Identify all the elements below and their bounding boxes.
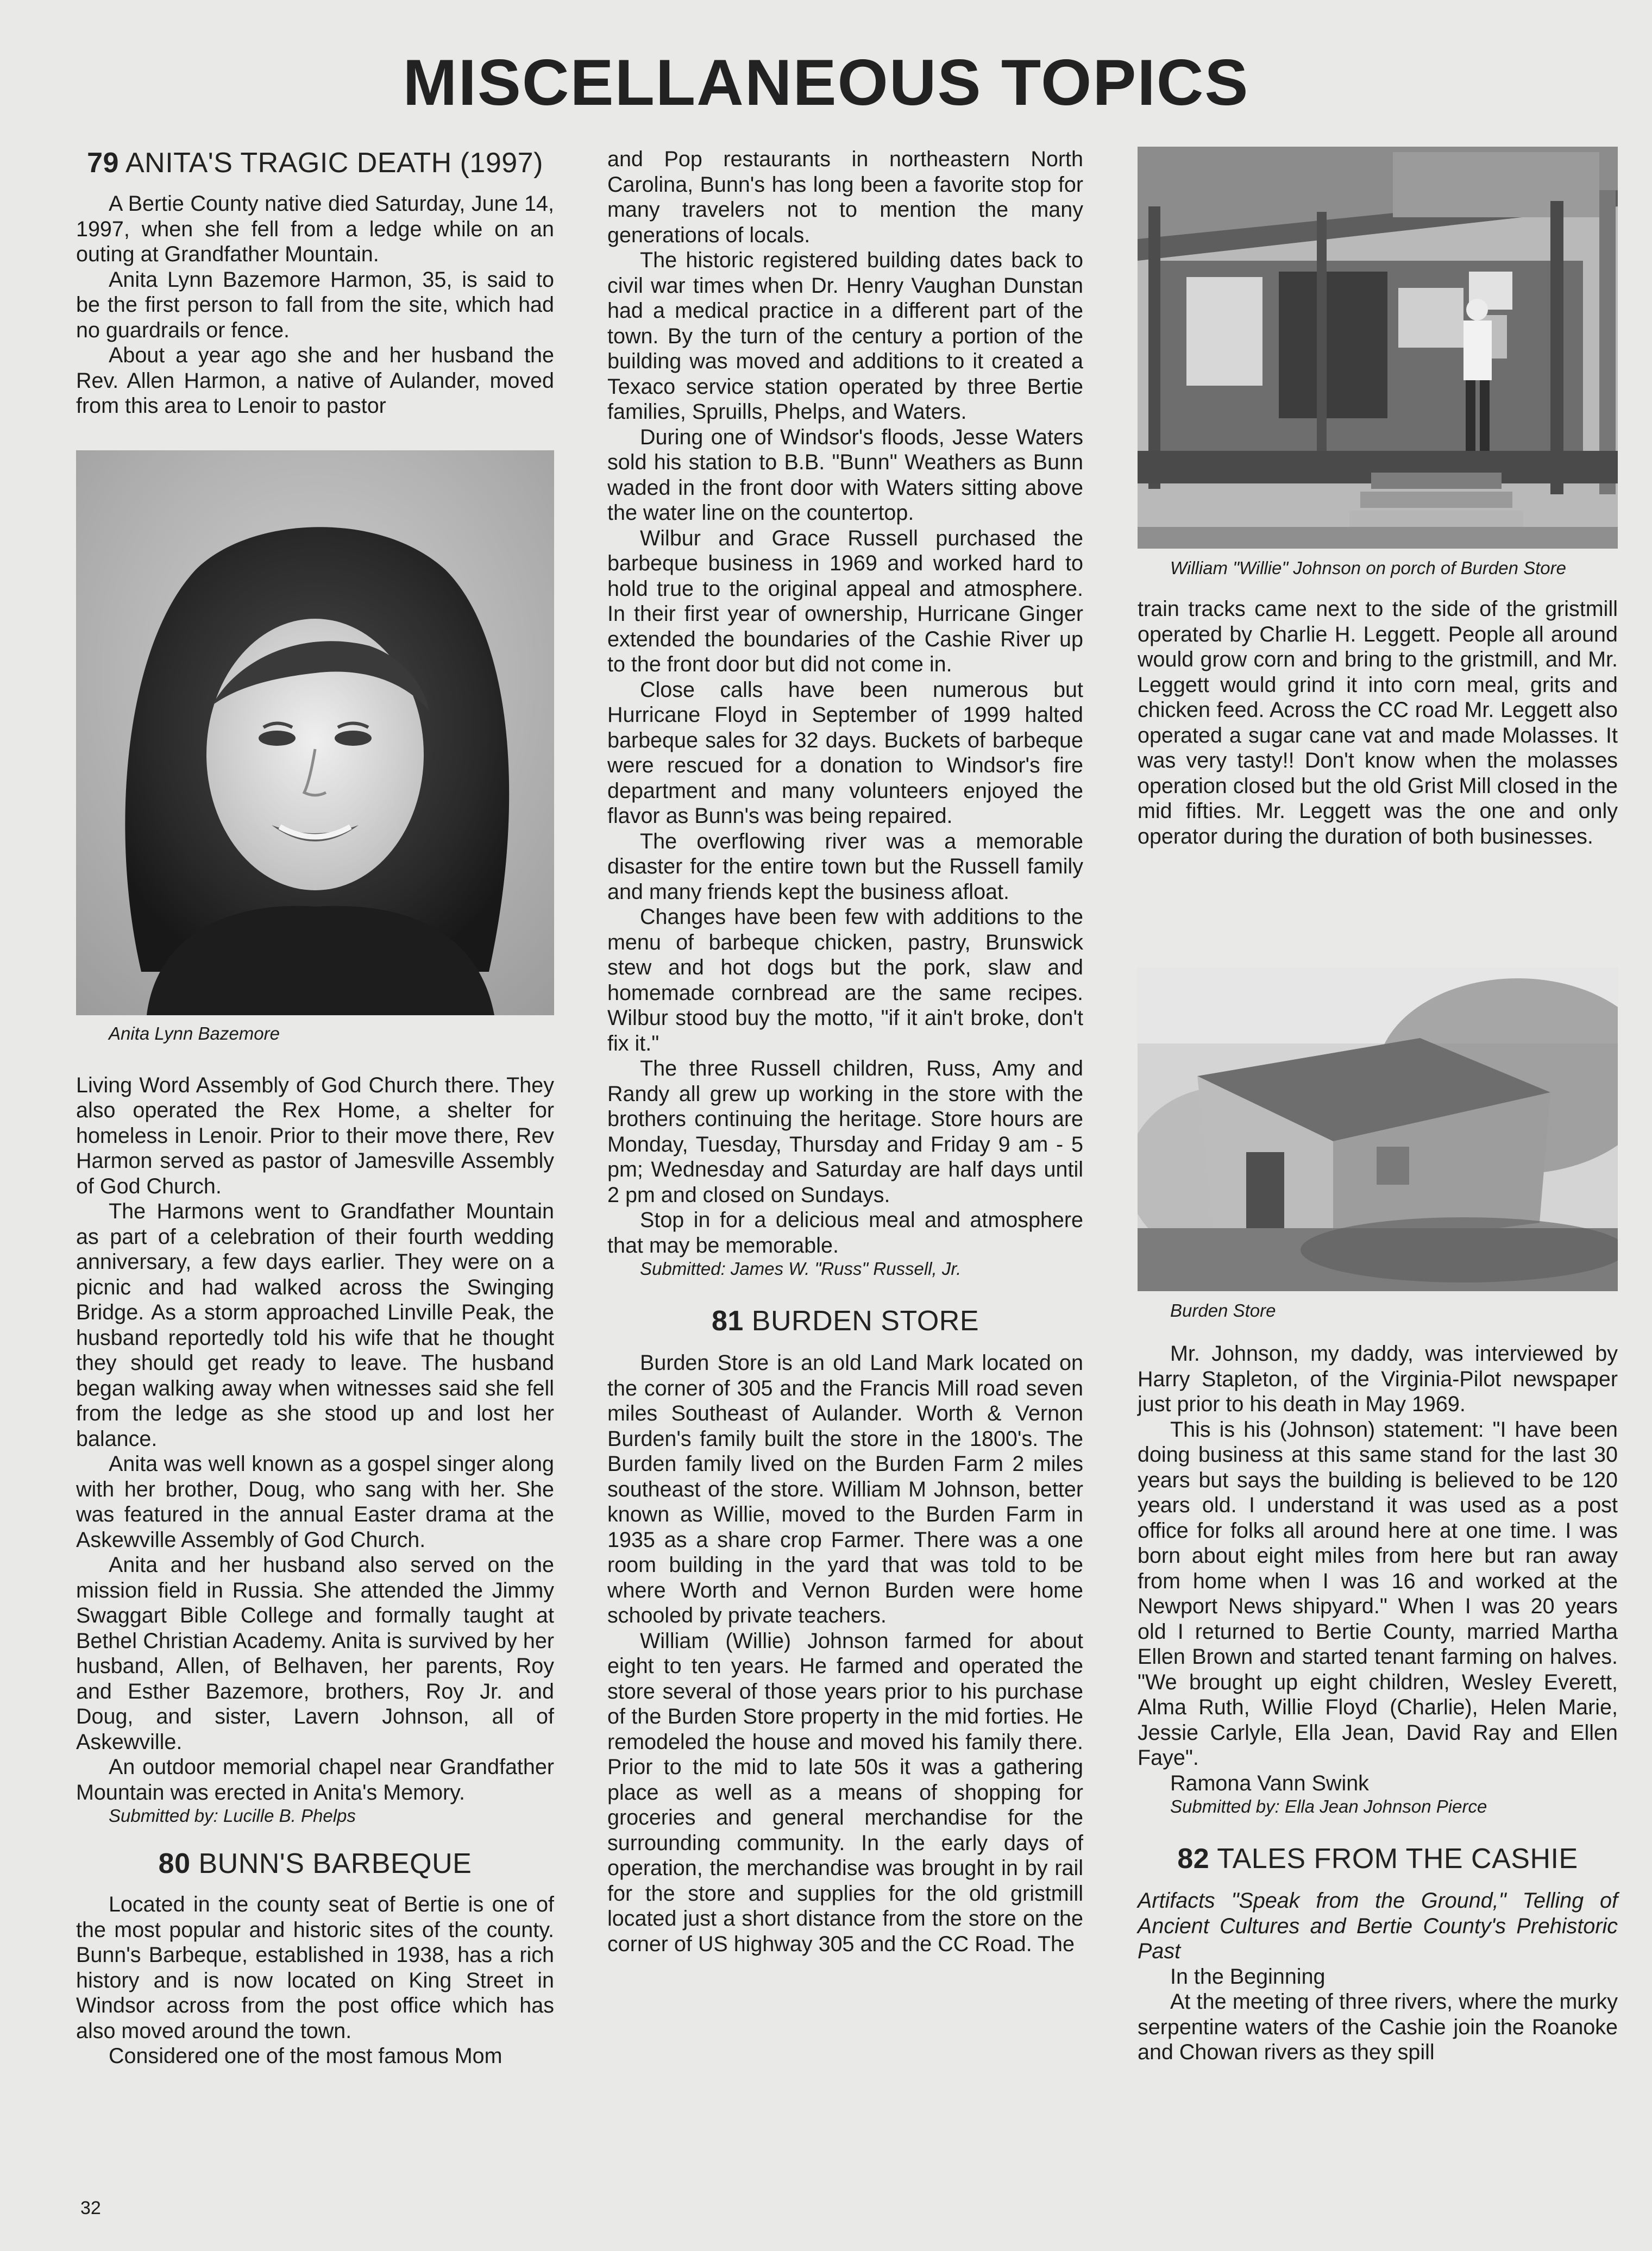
- page-title: MISCELLANEOUS TOPICS: [403, 46, 1249, 119]
- article-title: ANITA'S TRAGIC DEATH (1997): [125, 147, 543, 179]
- paragraph: Stop in for a delicious meal and atmosphere that may be memorable.: [607, 1208, 1083, 1257]
- paragraph: Ramona Vann Swink: [1170, 1771, 1369, 1795]
- paragraph: Anita and her husband also served on the mission field in Russia. She attended the Jimmy Swaggart Bible College and formally taught at Bethel Christian Academy. Anita is survived by her husband, Allen, of Belhaven, her parents, Roy and Esther Bazemore, brothers, Roy Jr. and Doug, and sister, Lavern Johnson, all of Askewville.: [76, 1553, 554, 1754]
- article-number: 80: [158, 1848, 191, 1879]
- paragraph: An outdoor memorial chapel near Grandfather Mountain was erected in Anita's Memory.: [76, 1755, 554, 1804]
- paragraph: William (Willie) Johnson farmed for about eight to ten years. He farmed and operated the store several of those years prior to his purchase of the Burden Store property in the mid forties. He remodeled the house and moved his family there. Prior to the mid to late 50s it was a gathering place as well as a means of shopping for groceries and general merchandise for the surrounding community. In the early days of operation, the merchandise was brought in by rail for the store and supplies for the old gristmill located just a short distance from the store on the corner of US highway 305 and the CC Road. The: [607, 1628, 1083, 1956]
- paragraph: Burden Store is an old Land Mark located on the corner of 305 and the Francis Mill road seven miles Southeast of Aulander. Worth & Vernon Burden's family built the store in the 1800's. The Burden family lived on the Burden Farm 2 miles southeast of the store. William M Johnson, better known as Willie, moved to the Burden Farm in 1935 as a share crop Farmer. There was a one room building in the yard that was told to be where Worth and Vernon Burden were home schooled by private teachers.: [607, 1351, 1083, 1627]
- article-title: BUNN'S BARBEQUE: [198, 1848, 472, 1879]
- paragraph: During one of Windsor's floods, Jesse Waters sold his station to B.B. "Bunn" Weathers as Bunn waded in the front door with Waters sitting above the water line on the countertop.: [607, 425, 1083, 525]
- article-number: 79: [87, 147, 119, 179]
- page-number: 32: [80, 2198, 101, 2218]
- paragraph: About a year ago she and her husband the Rev. Allen Harmon, a native of Aulander, moved from this area to Lenoir to pastor: [76, 343, 554, 418]
- article-number: 82: [1177, 1843, 1210, 1875]
- paragraph: Wilbur and Grace Russell purchased the barbeque business in 1969 and worked hard to hold true to the original appeal and atmosphere. In their first year of ownership, Hurricane Ginger extended the boundaries of the Cashie River up to the front door but did not come in.: [607, 526, 1083, 676]
- paragraph: At the meeting of three rivers, where the murky serpentine waters of the Cashie join the Roanoke and Chowan rivers as they spill: [1138, 1990, 1618, 2064]
- paragraph: Located in the county seat of Bertie is one of the most popular and historic sites of the county. Bunn's Barbeque, established in 1938, has a rich history and is now located on King Street in Windsor across from the post office which has also moved around the town.: [76, 1892, 554, 2043]
- store-porch-photo: [1138, 147, 1618, 549]
- article-79-heading: [76, 147, 554, 179]
- paragraph: A Bertie County native died Saturday, June 14, 1997, when she fell from a ledge while on an outing at Grandfather Mountain.: [76, 192, 554, 266]
- paragraph: The three Russell children, Russ, Amy and Randy all grew up working in the store with the brothers continuing the heritage. Store hours are Monday, Tuesday, Thursday and Friday 9 am - 5 pm; Wednesday and Saturday are half days until 2 pm and closed on Sundays.: [607, 1057, 1083, 1207]
- article-title: BURDEN STORE: [751, 1305, 979, 1337]
- paragraph: This is his (Johnson) statement: "I have been doing business at this same stand for the last 30 years but says the building is believed to be 120 years old. I understand it was used as a post office for folks all around here at one time. I was born about eight miles from here but ran away from home when I was 16 and worked at the Newport News shipyard." When I was 20 years old I returned to Bertie County, married Martha Ellen Brown and started tenant farming on halves. "We brought up eight children, Wesley Everett, Alma Ruth, Willie Floyd (Charlie), Helen Marie, Jessie Carlyle, Ella Jean, David Ray and Ellen Faye".: [1138, 1417, 1618, 1770]
- article-title: TALES FROM THE CASHIE: [1217, 1843, 1578, 1875]
- column-2: [607, 147, 1083, 1957]
- paragraph: In the Beginning: [1170, 1964, 1326, 1989]
- paragraph: Mr. Johnson, my daddy, was interviewed by Harry Stapleton, of the Virginia-Pilot newspaper just prior to his death in May 1969.: [1138, 1342, 1618, 1416]
- portrait-photo: [76, 450, 554, 1015]
- paragraph: The overflowing river was a memorable disaster for the entire town but the Russell family and many friends kept the business afloat.: [607, 829, 1083, 904]
- paragraph: train tracks came next to the side of the gristmill operated by Charlie H. Leggett. People all around would grow corn and bring to the gristmill, and Mr. Leggett would grind it into corn meal, grits and chicken feed. Across the CC road Mr. Leggett also operated a sugar cane vat and made Molasses. It was very tasty!! Don't know when the molasses operation closed but the old Grist Mill closed in the mid fifties. Mr. Leggett was the one and only operator during the duration of both businesses.: [1138, 597, 1618, 848]
- column-1: [76, 147, 554, 2069]
- article-subtitle: Artifacts "Speak from the Ground," Telling of Ancient Cultures and Bertie County's Prehistoric Past: [1138, 1889, 1618, 1963]
- article-80-heading: [76, 1847, 554, 1880]
- store-building-photo: [1138, 967, 1618, 1291]
- article-number: 81: [711, 1305, 744, 1337]
- submitted-credit: Submitted: James W. "Russ" Russell, Jr.: [640, 1259, 962, 1279]
- submitted-credit: Submitted by: Ella Jean Johnson Pierce: [1170, 1796, 1487, 1816]
- paragraph: The Harmons went to Grandfather Mountain as part of a celebration of their fourth wedding anniversary, a few days earlier. They were on a picnic and had walked across the Swinging Bridge. As a storm approached Linville Peak, the husband reportedly told his wife that he thought they should get ready to leave. The husband began walking away when witnesses said she fell from the ledge as she stood up and lost her balance.: [76, 1199, 554, 1451]
- paragraph: Considered one of the most famous Mom: [109, 2044, 502, 2068]
- photo-caption: Anita Lynn Bazemore: [109, 1023, 280, 1043]
- paragraph: Anita was well known as a gospel singer along with her brother, Doug, who sang with her. She was featured in the annual Easter drama at the Askewville Assembly of God Church.: [76, 1452, 554, 1552]
- article-82-heading: [1138, 1843, 1618, 1875]
- submitted-credit: Submitted by: Lucille B. Phelps: [109, 1806, 356, 1826]
- article-81-heading: [607, 1305, 1083, 1337]
- paragraph: Close calls have been numerous but Hurricane Floyd in September of 1999 halted barbeque sales for 32 days. Buckets of barbeque were rescued for a donation to Windsor's fire department and many volunteers enjoyed the flavor as Bunn's was being repaired.: [607, 677, 1083, 828]
- photo-caption: Burden Store: [1170, 1300, 1276, 1321]
- paragraph: and Pop restaurants in northeastern North Carolina, Bunn's has long been a favorite stop for many travelers not to mention the many generations of locals.: [607, 147, 1083, 247]
- paragraph: Living Word Assembly of God Church there. They also operated the Rex Home, a shelter for homeless in Lenoir. Prior to their move there, Rev Harmon served as pastor of Jamesville Assembly of God Church.: [76, 1073, 554, 1198]
- paragraph: Anita Lynn Bazemore Harmon, 35, is said to be the first person to fall from the site, which had no guardrails or fence.: [76, 267, 554, 342]
- paragraph: Changes have been few with additions to the menu of barbeque chicken, pastry, Brunswick stew and hot dogs but the pork, slaw and homemade cornbread are the same recipes. Wilbur stood buy the motto, "if it ain't broke, don't fix it.": [607, 905, 1083, 1055]
- paragraph: The historic registered building dates back to civil war times when Dr. Henry Vaughan Dunstan had a medical practice in a different part of the town. By the turn of the century a portion of the building was moved and additions to it created a Texaco service station operated by three Bertie families, Spruills, Phelps, and Waters.: [607, 248, 1083, 424]
- photo-caption: William "Willie" Johnson on porch of Burden Store: [1170, 558, 1566, 578]
- column-3: [1138, 147, 1618, 2065]
